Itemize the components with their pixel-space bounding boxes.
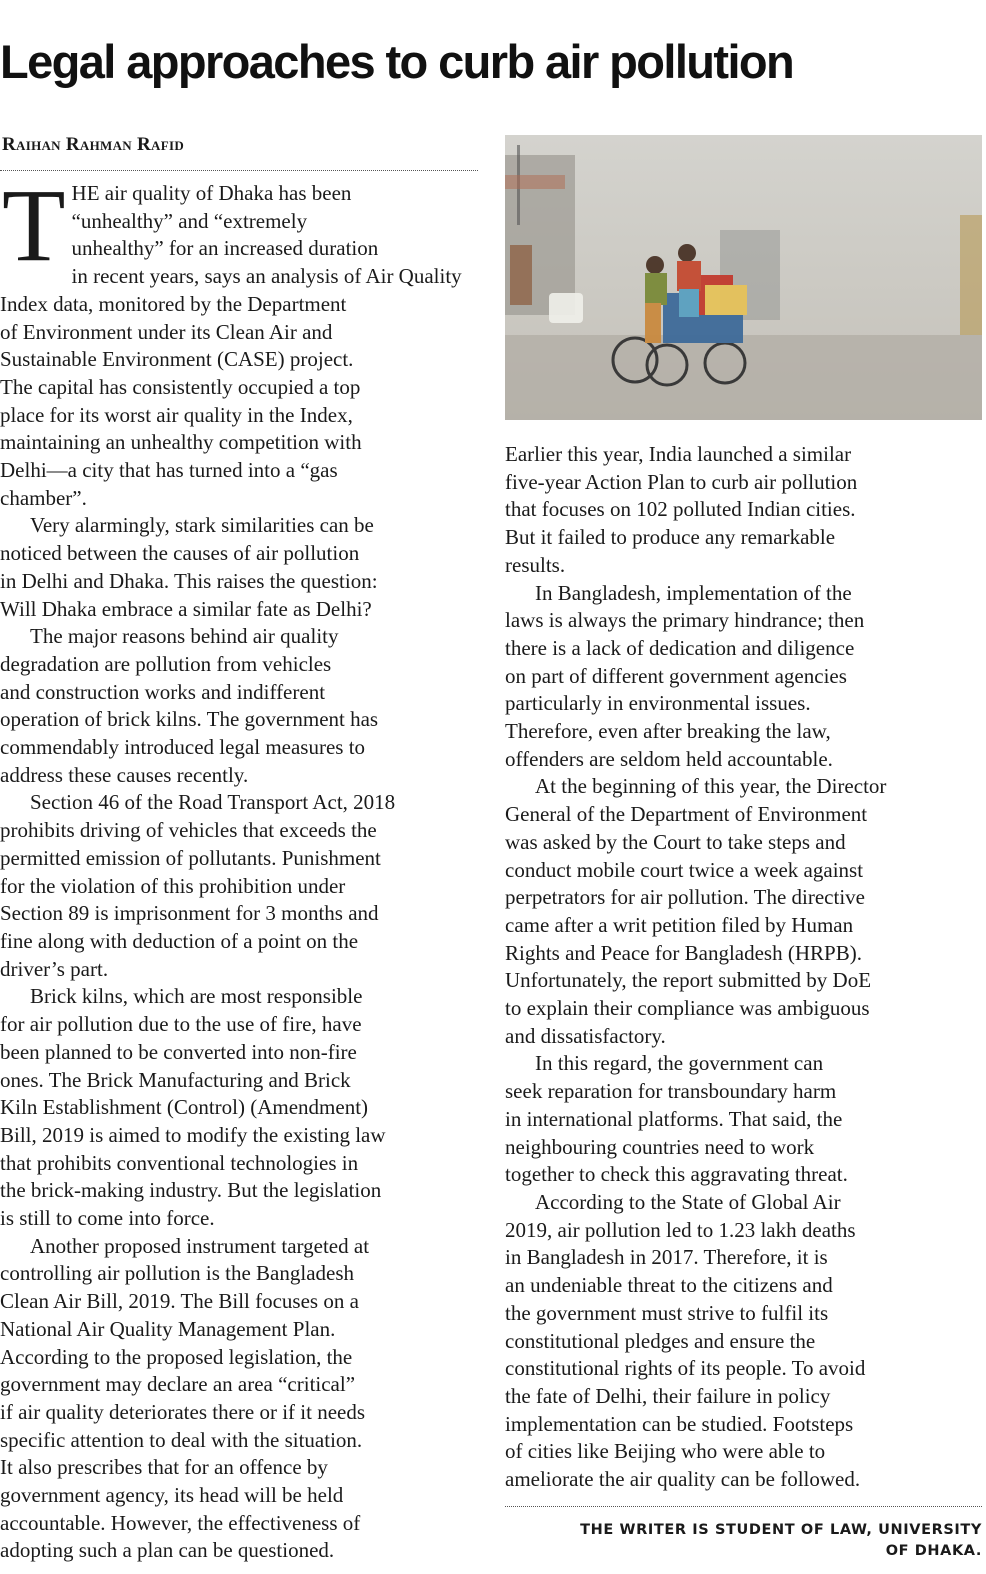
- headline: Legal approaches to curb air pollution: [0, 35, 794, 88]
- paragraph: Brick kilns, which are most responsible for air pollution due to the use of fire, have been planned to be converted into non-fire ones. The Brick Manufacturing and Brick Kiln Establishment (Control) (Amendment) Bill, 2019 is aimed to modify the existing law that prohibits conventional technologies in the brick-making industry. But the legislation is still to come into force.: [0, 984, 386, 1231]
- paragraph: Section 46 of the Road Transport Act, 2018 prohibits driving of vehicles that exceeds the permitted emission of pollutants. Punishment for the violation of this prohibition under Section 89 is imprisonment for 3 months and fine along with deduction of a point on the driver’s part.: [0, 790, 396, 981]
- left-column: [0, 168, 478, 1565]
- right-column: [505, 441, 982, 1494]
- paragraph: Another proposed instrument targeted at controlling air pollution is the Bangladesh Clean Air Bill, 2019. The Bill focuses on a National Air Quality Management Plan. According to the proposed legislation, the government may declare an area “critical” if air quality deteriorates there or if it needs specific attention to deal with the situation. It also prescribes that for an offence by government agency, its head will be held accountable. However, the effectiveness of adopting such a plan can be questioned.: [0, 1233, 370, 1563]
- paragraph-text: HE air quality of Dhaka has been “unhealthy” and “extremely unhealthy” for an increased duration in recent years, says an analysis of Air Quality Index data, monitored by the Department of Environment under its Clean Air and Sustainable Environment (CASE) project. The capital has consistently occupied a top place for its worst air quality in the Index, maintaining an unhealthy competition with Delhi—a city that has turned into a “gas chamber”.: [0, 181, 462, 510]
- photo-illustration: [505, 135, 982, 420]
- paragraph: In this regard, the government can seek reparation for transboundary harm in international platforms. That said, the neighbouring countries need to work together to check this aggravating threat.: [505, 1051, 848, 1187]
- paragraph: At the beginning of this year, the Director General of the Department of Environment was asked by the Court to take steps and conduct mobile court twice a week against perpetrators for air pollution. The directive came after a writ petition filed by Human Rights and Peace for Bangladesh (HRPB). Unfortunately, the report submitted by DoE to explain their compliance was ambiguous and dissatisfactory.: [505, 774, 887, 1048]
- paragraph: According to the State of Global Air 2019, air pollution led to 1.23 lakh deaths in Bangladesh in 2017. Therefore, it is an undeniable threat to the citizens and the government must strive to fulfil its constitutional pledges and ensure the constitutional rights of its people. To avoid the fate of Delhi, their failure in policy implementation can be studied. Footsteps of cities like Beijing who were able to ameliorate the air quality can be followed.: [505, 1189, 866, 1492]
- paragraph: In Bangladesh, implementation of the laws is always the primary hindrance; then there is a lack of dedication and diligence on part of different government agencies particularly in environmental issues. Therefore, even after breaking the law, offenders are seldom held accountable.: [505, 580, 865, 771]
- byline-divider: [0, 170, 478, 171]
- paragraph: Very alarmingly, stark similarities can be noticed between the causes of air pollution in Delhi and Dhaka. This raises the question: Will Dhaka embrace a similar fate as Delhi?: [0, 513, 378, 621]
- paragraph: Earlier this year, India launched a similar five-year Action Plan to curb air pollution that focuses on 102 polluted Indian cities. But it failed to produce any remarkable results.: [505, 442, 858, 577]
- paragraph: The major reasons behind air quality degradation are pollution from vehicles and construction works and indifferent operation of brick kilns. The government has commendably introduced legal measures to address these causes recently.: [0, 624, 379, 787]
- drop-cap: T: [2, 168, 66, 283]
- author-note-line: THE WRITER IS STUDENT OF LAW, UNIVERSITY: [580, 1522, 982, 1538]
- footer-divider: [505, 1506, 982, 1507]
- author-note: [505, 1520, 982, 1562]
- author-note-line: OF DHAKA.: [885, 1543, 982, 1559]
- paragraph: [0, 168, 478, 512]
- article-photo-rickshaw-in-smog: [505, 135, 982, 420]
- byline: Raihan Rahman Rafid: [2, 134, 185, 155]
